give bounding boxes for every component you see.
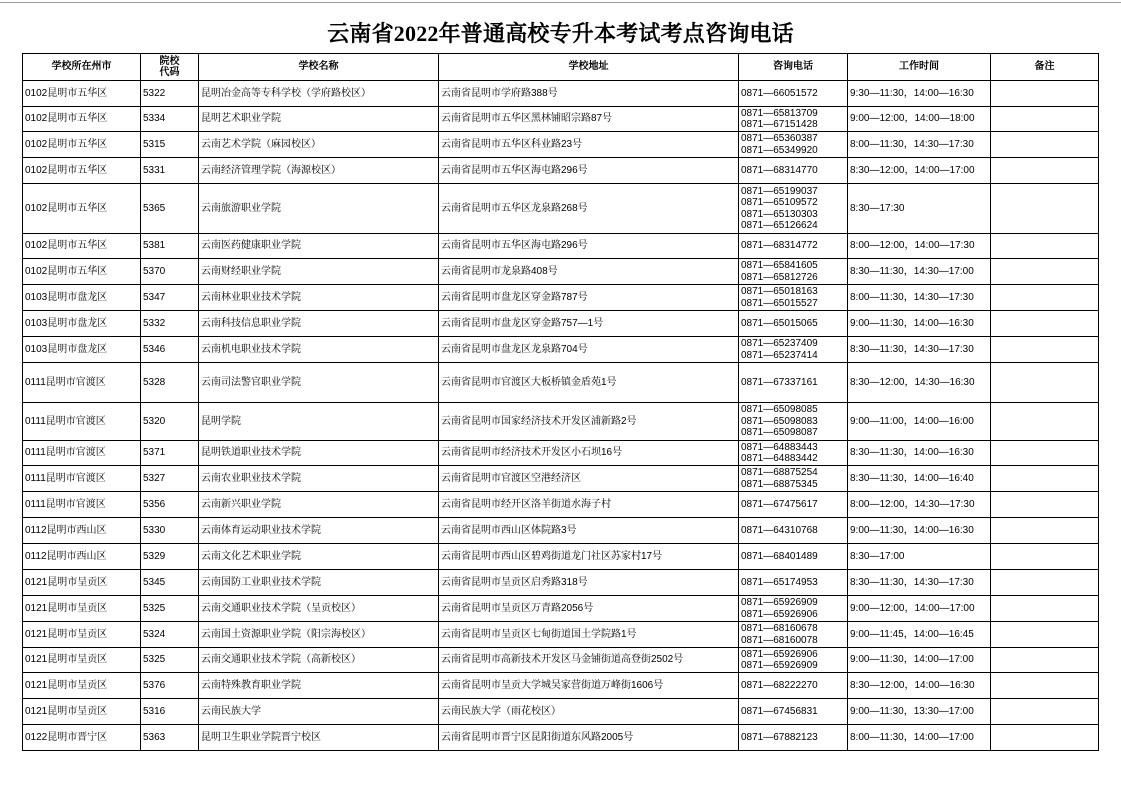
cell-note [991, 363, 1099, 403]
cell-address: 云南省昆明市盘龙区龙泉路704号 [439, 337, 739, 363]
phone-number: 0871—67456831 [741, 705, 818, 717]
cell-hours: 8:00—11:30，14:00—17:00 [848, 725, 991, 751]
cell-note [991, 725, 1099, 751]
cell-note [991, 596, 1099, 622]
cell-code: 5356 [141, 492, 199, 518]
cell-phones [739, 234, 848, 259]
cell-district: 0112昆明市西山区 [23, 544, 141, 570]
cell-phones [739, 518, 848, 544]
header-district: 学校所在州市 [23, 54, 141, 81]
cell-name: 云南国防工业职业技术学院 [199, 570, 439, 596]
cell-hours: 9:00—12:00，14:00—18:00 [848, 107, 991, 132]
cell-note [991, 570, 1099, 596]
cell-address: 云南省昆明市呈贡区启秀路318号 [439, 570, 739, 596]
cell-phones [739, 311, 848, 337]
phone-number: 0871—65926909 [741, 660, 818, 671]
cell-phones [739, 403, 848, 441]
cell-hours: 8:30—11:30，14:30—17:30 [848, 337, 991, 363]
cell-code: 5365 [141, 184, 199, 234]
cell-code: 5370 [141, 259, 199, 285]
cell-hours: 8:30—12:00，14:00—16:30 [848, 673, 991, 699]
cell-code: 5363 [141, 725, 199, 751]
cell-name: 云南司法警官职业学院 [199, 363, 439, 403]
cell-hours: 8:00—12:00，14:30—17:30 [848, 492, 991, 518]
cell-hours: 8:00—12:00，14:00—17:30 [848, 234, 991, 259]
cell-code: 5325 [141, 596, 199, 622]
cell-note [991, 544, 1099, 570]
cell-hours: 9:00—12:00，14:00—17:00 [848, 596, 991, 622]
phone-number: 0871—65130303 [741, 208, 818, 220]
cell-code: 5324 [141, 622, 199, 648]
cell-name: 云南机电职业技术学院 [199, 337, 439, 363]
header-code [141, 54, 199, 81]
cell-hours: 9:00—11:30，13:30—17:00 [848, 699, 991, 725]
table-row [23, 518, 1099, 544]
cell-hours: 8:00—11:30，14:30—17:30 [848, 285, 991, 311]
exam-site-table [22, 53, 1099, 751]
cell-phones [739, 622, 848, 648]
cell-name: 云南科技信息职业学院 [199, 311, 439, 337]
top-rule [0, 2, 1121, 3]
cell-note [991, 285, 1099, 311]
cell-phones [739, 492, 848, 518]
cell-district: 0121昆明市呈贡区 [23, 699, 141, 725]
phone-number: 0871—65015065 [741, 317, 818, 329]
cell-note [991, 81, 1099, 107]
cell-address: 云南省昆明市五华区龙泉路268号 [439, 184, 739, 234]
cell-name: 云南农业职业技术学院 [199, 466, 439, 492]
phone-number: 0871—65098085 [741, 404, 818, 416]
cell-address: 云南省昆明市五华区科业路23号 [439, 132, 739, 158]
cell-name: 云南新兴职业学院 [199, 492, 439, 518]
cell-name: 云南经济管理学院（海源校区） [199, 158, 439, 184]
table-row [23, 107, 1099, 132]
cell-code: 5329 [141, 544, 199, 570]
cell-code: 5325 [141, 648, 199, 673]
phone-number: 0871—68875254 [741, 467, 818, 478]
table-row [23, 403, 1099, 441]
phone-number: 0871—65349920 [741, 144, 818, 156]
cell-name: 昆明艺术职业学院 [199, 107, 439, 132]
table-row [23, 184, 1099, 234]
phone-number: 0871—66051572 [741, 87, 818, 99]
cell-district: 0121昆明市呈贡区 [23, 596, 141, 622]
cell-phones [739, 158, 848, 184]
cell-hours: 8:30—17:00 [848, 544, 991, 570]
cell-name: 云南医药健康职业学院 [199, 234, 439, 259]
cell-district: 0102昆明市五华区 [23, 259, 141, 285]
phone-number: 0871—65098087 [741, 427, 818, 439]
phone-number: 0871—65018163 [741, 286, 818, 297]
cell-code: 5371 [141, 441, 199, 466]
cell-address: 云南省昆明市高新技术开发区马金铺街道高登街2502号 [439, 648, 739, 673]
cell-code: 5331 [141, 158, 199, 184]
cell-name: 云南财经职业学院 [199, 259, 439, 285]
cell-note [991, 466, 1099, 492]
cell-note [991, 107, 1099, 132]
table-body [23, 81, 1099, 751]
cell-address: 云南省昆明市官渡区空港经济区 [439, 466, 739, 492]
cell-name: 云南交通职业技术学院（呈贡校区） [199, 596, 439, 622]
cell-address: 云南省昆明市西山区体院路3号 [439, 518, 739, 544]
header-name: 学校名称 [199, 54, 439, 81]
table-row [23, 363, 1099, 403]
cell-code: 5346 [141, 337, 199, 363]
cell-hours: 8:30—17:30 [848, 184, 991, 234]
cell-note [991, 234, 1099, 259]
cell-district: 0121昆明市呈贡区 [23, 648, 141, 673]
cell-phones [739, 363, 848, 403]
cell-phones [739, 544, 848, 570]
cell-note [991, 132, 1099, 158]
cell-note [991, 337, 1099, 363]
phone-number: 0871—65109572 [741, 197, 818, 208]
phone-number: 0871—65360387 [741, 133, 818, 144]
cell-name: 云南艺术学院（麻园校区） [199, 132, 439, 158]
table-row [23, 337, 1099, 363]
phone-number: 0871—65015527 [741, 297, 818, 309]
cell-name: 云南特殊教育职业学院 [199, 673, 439, 699]
table-row [23, 622, 1099, 648]
cell-code: 5320 [141, 403, 199, 441]
cell-code: 5328 [141, 363, 199, 403]
phone-number: 0871—67882123 [741, 731, 818, 743]
cell-hours: 8:00—11:30，14:30—17:30 [848, 132, 991, 158]
cell-name: 云南旅游职业学院 [199, 184, 439, 234]
phone-number: 0871—67337161 [741, 376, 818, 388]
cell-address: 云南省昆明市学府路388号 [439, 81, 739, 107]
table-row [23, 699, 1099, 725]
cell-note [991, 184, 1099, 234]
cell-hours: 8:30—12:00，14:30—16:30 [848, 363, 991, 403]
cell-address: 云南省昆明市五华区海屯路296号 [439, 234, 739, 259]
cell-phones [739, 441, 848, 466]
cell-district: 0111昆明市官渡区 [23, 466, 141, 492]
header-phone: 咨询电话 [739, 54, 848, 81]
cell-address: 云南省昆明市西山区碧鸡街道龙门社区苏家村17号 [439, 544, 739, 570]
cell-note [991, 648, 1099, 673]
cell-note [991, 673, 1099, 699]
cell-phones [739, 466, 848, 492]
phone-number: 0871—65841605 [741, 260, 818, 271]
cell-address: 云南省昆明市官渡区大板桥镇金盾苑1号 [439, 363, 739, 403]
table-header [23, 54, 1099, 81]
cell-district: 0102昆明市五华区 [23, 158, 141, 184]
cell-address: 云南省昆明市盘龙区穿金路757—1号 [439, 311, 739, 337]
phone-number: 0871—65237409 [741, 338, 818, 349]
cell-district: 0111昆明市官渡区 [23, 403, 141, 441]
cell-address: 云南省昆明市经开区洛羊街道水海子村 [439, 492, 739, 518]
cell-district: 0111昆明市官渡区 [23, 363, 141, 403]
cell-address: 云南省昆明市五华区海屯路296号 [439, 158, 739, 184]
table-row [23, 596, 1099, 622]
cell-district: 0111昆明市官渡区 [23, 492, 141, 518]
cell-code: 5316 [141, 699, 199, 725]
cell-phones [739, 337, 848, 363]
cell-hours: 9:00—11:00，14:00—16:00 [848, 403, 991, 441]
cell-name: 昆明卫生职业学院晋宁校区 [199, 725, 439, 751]
header-note: 备注 [991, 54, 1099, 81]
cell-phones [739, 570, 848, 596]
cell-address: 云南省昆明市呈贡区万青路2056号 [439, 596, 739, 622]
cell-hours: 9:30—11:30，14:00—16:30 [848, 81, 991, 107]
cell-address: 云南省昆明市国家经济技术开发区浦新路2号 [439, 403, 739, 441]
cell-phones [739, 107, 848, 132]
phone-number: 0871—64310768 [741, 524, 818, 536]
table-row [23, 673, 1099, 699]
cell-phones [739, 596, 848, 622]
cell-note [991, 403, 1099, 441]
cell-district: 0121昆明市呈贡区 [23, 622, 141, 648]
cell-district: 0121昆明市呈贡区 [23, 673, 141, 699]
phone-number: 0871—67475617 [741, 498, 818, 510]
phone-number: 0871—68314770 [741, 164, 818, 176]
cell-address: 云南省昆明市呈贡区七甸街道国土学院路1号 [439, 622, 739, 648]
cell-district: 0122昆明市晋宁区 [23, 725, 141, 751]
phone-number: 0871—65812726 [741, 271, 818, 283]
phone-number: 0871—65237414 [741, 349, 818, 361]
cell-address: 云南省昆明市盘龙区穿金路787号 [439, 285, 739, 311]
cell-district: 0112昆明市西山区 [23, 518, 141, 544]
cell-name: 云南体育运动职业技术学院 [199, 518, 439, 544]
cell-district: 0102昆明市五华区 [23, 234, 141, 259]
cell-name: 云南国土资源职业学院（阳宗海校区） [199, 622, 439, 648]
table-row [23, 132, 1099, 158]
cell-name: 云南林业职业技术学院 [199, 285, 439, 311]
cell-phones [739, 699, 848, 725]
cell-code: 5315 [141, 132, 199, 158]
header-code-label: 院校代码 [159, 55, 180, 78]
cell-address: 云南省昆明市晋宁区昆阳街道东风路2005号 [439, 725, 739, 751]
phone-number: 0871—64883442 [741, 453, 818, 464]
phone-number: 0871—68314772 [741, 240, 818, 252]
phone-number: 0871—65199037 [741, 185, 818, 197]
phone-number: 0871—65126624 [741, 220, 818, 231]
cell-note [991, 311, 1099, 337]
cell-hours: 9:00—11:30，14:00—17:00 [848, 648, 991, 673]
phone-number: 0871—67151428 [741, 119, 818, 130]
table-row [23, 725, 1099, 751]
cell-hours: 9:00—11:30，14:00—16:30 [848, 311, 991, 337]
cell-code: 5332 [141, 311, 199, 337]
cell-code: 5345 [141, 570, 199, 596]
table-row [23, 259, 1099, 285]
cell-name: 昆明铁道职业技术学院 [199, 441, 439, 466]
cell-phones [739, 184, 848, 234]
cell-district: 0102昆明市五华区 [23, 132, 141, 158]
phone-number: 0871—64883443 [741, 441, 818, 453]
cell-code: 5376 [141, 673, 199, 699]
cell-note [991, 622, 1099, 648]
phone-number: 0871—65926909 [741, 597, 818, 608]
phone-number: 0871—68875345 [741, 478, 818, 490]
cell-code: 5322 [141, 81, 199, 107]
cell-phones [739, 81, 848, 107]
cell-address: 云南民族大学（雨花校区） [439, 699, 739, 725]
phone-number: 0871—68160078 [741, 634, 818, 646]
cell-name: 云南民族大学 [199, 699, 439, 725]
cell-hours: 8:30—11:30，14:30—17:30 [848, 570, 991, 596]
cell-code: 5334 [141, 107, 199, 132]
cell-name: 昆明冶金高等专科学校（学府路校区） [199, 81, 439, 107]
cell-code: 5330 [141, 518, 199, 544]
phone-number: 0871—68401489 [741, 550, 818, 562]
cell-phones [739, 285, 848, 311]
cell-phones [739, 673, 848, 699]
cell-note [991, 158, 1099, 184]
phone-number: 0871—65813709 [741, 107, 818, 119]
cell-name: 云南交通职业技术学院（高新校区） [199, 648, 439, 673]
cell-name: 云南文化艺术职业学院 [199, 544, 439, 570]
cell-address: 云南省昆明市五华区黑林铺昭宗路87号 [439, 107, 739, 132]
header-hours: 工作时间 [848, 54, 991, 81]
cell-hours: 8:30—11:30，14:00—16:30 [848, 441, 991, 466]
header-row [23, 54, 1099, 81]
phone-number: 0871—68160678 [741, 623, 818, 634]
cell-phones [739, 132, 848, 158]
page-title: 云南省2022年普通高校专升本考试考点咨询电话 [327, 21, 794, 46]
table-row [23, 81, 1099, 107]
cell-phones [739, 725, 848, 751]
cell-hours: 9:00—11:30，14:00—16:30 [848, 518, 991, 544]
cell-hours: 9:00—11:45，14:00—16:45 [848, 622, 991, 648]
phone-number: 0871—65926906 [741, 608, 818, 620]
phone-number: 0871—65926906 [741, 648, 818, 660]
cell-district: 0102昆明市五华区 [23, 107, 141, 132]
table-row [23, 158, 1099, 184]
cell-phones [739, 259, 848, 285]
table-row [23, 234, 1099, 259]
cell-district: 0111昆明市官渡区 [23, 441, 141, 466]
table-row [23, 311, 1099, 337]
cell-name: 昆明学院 [199, 403, 439, 441]
cell-note [991, 259, 1099, 285]
table-row [23, 648, 1099, 673]
phone-number: 0871—68222270 [741, 679, 818, 691]
cell-code: 5347 [141, 285, 199, 311]
cell-note [991, 699, 1099, 725]
cell-district: 0102昆明市五华区 [23, 184, 141, 234]
cell-district: 0103昆明市盘龙区 [23, 285, 141, 311]
phone-number: 0871—65174953 [741, 576, 818, 588]
phone-number: 0871—65098083 [741, 415, 818, 427]
cell-code: 5381 [141, 234, 199, 259]
cell-phones [739, 648, 848, 673]
cell-district: 0121昆明市呈贡区 [23, 570, 141, 596]
table-row [23, 466, 1099, 492]
table-row [23, 285, 1099, 311]
cell-hours: 8:30—11:30，14:30—17:00 [848, 259, 991, 285]
table-row [23, 570, 1099, 596]
cell-code: 5327 [141, 466, 199, 492]
table-row [23, 441, 1099, 466]
cell-district: 0103昆明市盘龙区 [23, 311, 141, 337]
cell-note [991, 518, 1099, 544]
cell-address: 云南省昆明市经济技术开发区小石坝16号 [439, 441, 739, 466]
cell-address: 云南省昆明市龙泉路408号 [439, 259, 739, 285]
table-row [23, 544, 1099, 570]
cell-note [991, 492, 1099, 518]
cell-district: 0103昆明市盘龙区 [23, 337, 141, 363]
cell-note [991, 441, 1099, 466]
cell-address: 云南省昆明市呈贡大学城吴家营街道万峰街1606号 [439, 673, 739, 699]
header-address: 学校地址 [439, 54, 739, 81]
cell-hours: 8:30—11:30，14:00—16:40 [848, 466, 991, 492]
cell-hours: 8:30—12:00，14:00—17:00 [848, 158, 991, 184]
table-row [23, 492, 1099, 518]
cell-district: 0102昆明市五华区 [23, 81, 141, 107]
